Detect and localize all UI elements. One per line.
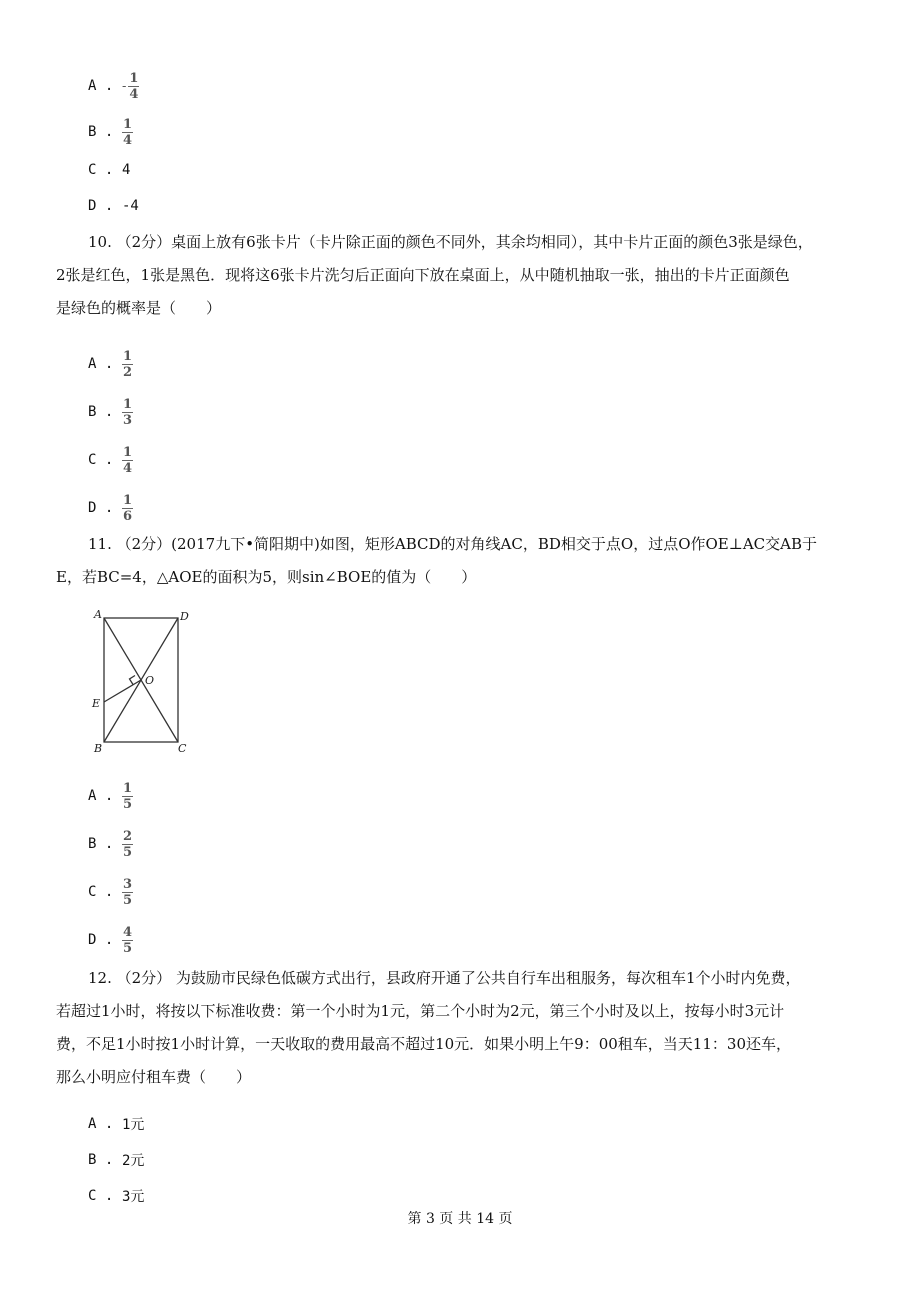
numerator: 1 bbox=[123, 444, 133, 460]
fraction bbox=[122, 398, 133, 427]
question-text-line: 若超过1小时，将按以下标准收费：第一个小时为1元，第二个小时为2元，第三个小时及以上，按每小时3元计 bbox=[56, 1002, 785, 1020]
q11-option-b bbox=[88, 824, 133, 864]
question-text-line: 11. （2分）(2017九下•简阳期中)如图，矩形ABCD的对角线AC，BD相交于点O，过点O作OE⊥AC交AB于 bbox=[88, 535, 818, 553]
option-letter: D . bbox=[88, 198, 114, 214]
q10-option-a bbox=[88, 344, 133, 384]
option-letter: C . bbox=[88, 452, 114, 468]
option-letter: B . bbox=[88, 836, 114, 852]
denominator: 4 bbox=[123, 460, 133, 476]
question-text-line: 费，不足1小时按1小时计算，一天收取的费用最高不超过10元．如果小明上午9：00租车，当天11：30还车， bbox=[56, 1035, 791, 1053]
numerator: 1 bbox=[123, 492, 133, 508]
rectangle-figure bbox=[90, 608, 200, 756]
fraction bbox=[122, 494, 133, 523]
option-letter: D . bbox=[88, 932, 114, 948]
denominator: 5 bbox=[123, 844, 133, 860]
denominator: 2 bbox=[123, 364, 133, 380]
option-letter: A . bbox=[88, 356, 114, 372]
fraction bbox=[122, 782, 133, 811]
numerator: 1 bbox=[123, 116, 133, 132]
fraction bbox=[122, 830, 133, 859]
q9-option-c bbox=[88, 150, 130, 190]
q11-option-d bbox=[88, 920, 133, 960]
label-e: E bbox=[92, 697, 101, 710]
q10-option-d bbox=[88, 488, 133, 528]
q11-option-c bbox=[88, 872, 133, 912]
question-text-line: 10. （2分）桌面上放有6张卡片（卡片除正面的颜色不同外，其余均相同），其中卡片正面的颜色3张是绿色， bbox=[88, 233, 813, 251]
question-text-line: E，若BC=4，△AOE的面积为5，则sin∠BOE的值为（ ） bbox=[56, 568, 477, 586]
fraction bbox=[122, 118, 133, 147]
option-letter: B . bbox=[88, 1152, 114, 1168]
label-c: C bbox=[178, 742, 187, 755]
option-text: 3元 bbox=[122, 1189, 145, 1205]
option-letter: B . bbox=[88, 404, 114, 420]
option-letter: A . bbox=[88, 1116, 114, 1132]
q9-option-d bbox=[88, 186, 139, 226]
numerator: 1 bbox=[123, 780, 133, 796]
question-11 bbox=[56, 528, 864, 594]
denominator: 6 bbox=[123, 508, 133, 524]
segment-oe bbox=[104, 680, 141, 702]
option-letter: B . bbox=[88, 124, 114, 140]
numerator: 4 bbox=[123, 924, 133, 940]
question-text-line: 那么小明应付租车费（ ） bbox=[56, 1068, 252, 1086]
label-b: B bbox=[94, 742, 103, 755]
option-letter: A . bbox=[88, 788, 114, 804]
fraction bbox=[122, 350, 133, 379]
fraction bbox=[122, 926, 133, 955]
label-d: D bbox=[180, 610, 189, 623]
numerator: 3 bbox=[123, 876, 133, 892]
q9-option-a bbox=[88, 66, 139, 106]
option-text: 1元 bbox=[122, 1117, 145, 1133]
denominator: 3 bbox=[123, 412, 133, 428]
option-letter: D . bbox=[88, 500, 114, 516]
question-text-line: 12. （2分） 为鼓励市民绿色低碳方式出行，县政府开通了公共自行车出租服务，每次租车1个小时内免费， bbox=[88, 969, 801, 987]
fraction bbox=[128, 72, 139, 101]
fraction bbox=[122, 878, 133, 907]
denominator: 4 bbox=[123, 132, 133, 148]
numerator: 1 bbox=[123, 396, 133, 412]
option-text: 4 bbox=[122, 162, 131, 178]
q10-option-c bbox=[88, 440, 133, 480]
q11-option-a bbox=[88, 776, 133, 816]
negative-sign: - bbox=[122, 78, 127, 94]
question-12 bbox=[56, 962, 864, 1094]
option-text: 2元 bbox=[122, 1153, 145, 1169]
question-text-line: 2张是红色，1张是黑色．现将这6张卡片洗匀后正面向下放在桌面上，从中随机抽取一张，抽出的卡片正面颜色 bbox=[56, 266, 790, 284]
label-a: A bbox=[94, 608, 102, 621]
denominator: 4 bbox=[129, 86, 139, 102]
q10-option-b bbox=[88, 392, 133, 432]
question-text-line: 是绿色的概率是（ ） bbox=[56, 299, 222, 317]
label-o: O bbox=[145, 674, 155, 687]
denominator: 5 bbox=[123, 892, 133, 908]
option-letter: C . bbox=[88, 884, 114, 900]
question-10 bbox=[56, 226, 864, 325]
denominator: 5 bbox=[123, 940, 133, 956]
numerator: 2 bbox=[123, 828, 133, 844]
numerator: 1 bbox=[129, 70, 139, 86]
option-letter: C . bbox=[88, 162, 114, 178]
q12-option-a bbox=[88, 1104, 144, 1144]
denominator: 5 bbox=[123, 796, 133, 812]
q9-option-b bbox=[88, 112, 133, 152]
numerator: 1 bbox=[123, 348, 133, 364]
q12-option-b bbox=[88, 1140, 144, 1180]
fraction bbox=[122, 446, 133, 475]
option-letter: C . bbox=[88, 1188, 114, 1204]
right-angle-mark bbox=[130, 676, 136, 685]
page-footer: 第 3 页 共 14 页 bbox=[407, 1211, 513, 1227]
option-text: -4 bbox=[122, 198, 139, 214]
option-letter: A . bbox=[88, 78, 114, 94]
